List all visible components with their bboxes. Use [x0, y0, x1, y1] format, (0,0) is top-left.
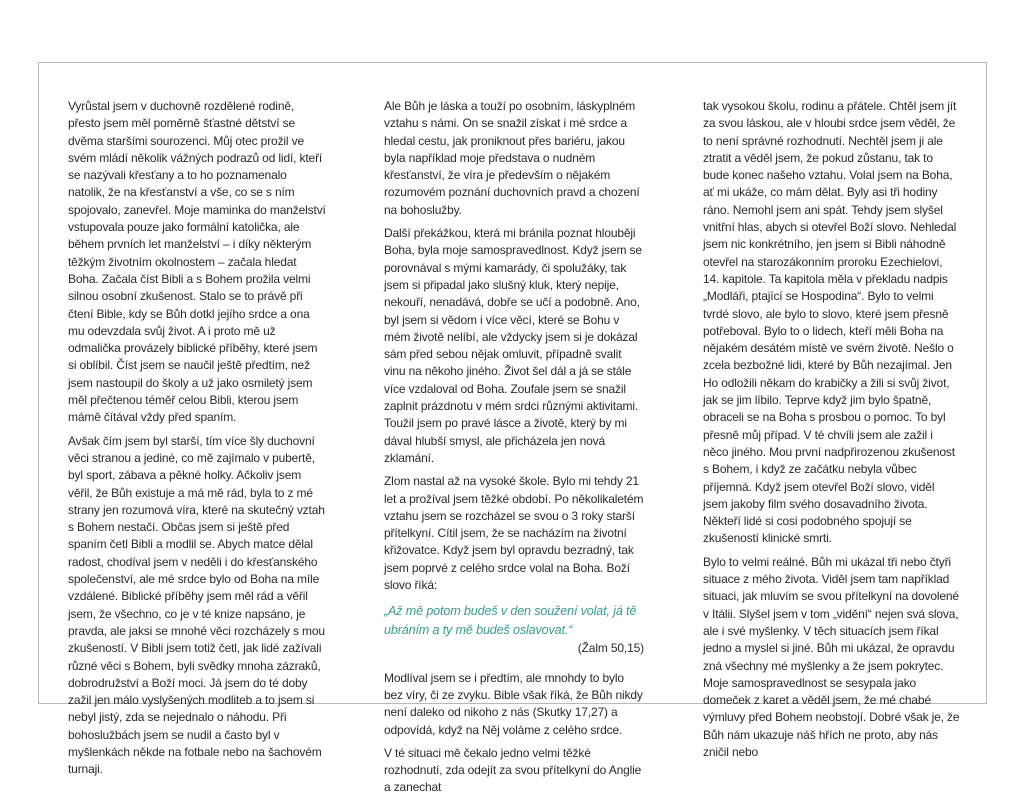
paragraph: Další překážkou, která mi bránila poznat hlouběji Boha, byla moje samospravedlnost. Když jsem se porovnával s mými kamarády, či spolužáky, tak jsem si připadal jako slušný kluk, který nepije, nekouří, nenadává, dobře se učí a podobně. Ano, byl jsem si vědom i více věcí, které se Bohu v mém životě nelíbí, ale vždycky jsem si je dokázal sám před sebou nějak omluvit, případně svalit vinu na někoho jiného. Život šel dál a já se stále více vzdaloval od Boha. Zoufale jsem se snažil zaplnit prázdnotu v mém srdci různými aktivitami. Toužil jsem po pravé lásce a životě, který by mi dával hlubší smysl, ale přicházela jen nová zklamání. [384, 226, 642, 465]
paragraph: Bylo to velmi reálné. Bůh mi ukázal tři nebo čtyři situace z mého života. Viděl jsem tam například situaci, jak mluvím se svou přítelkyní na dovolené v Itálii. Slyšel jsem v tom „vidění“ nejen svá slova, ale i své myšlenky. V těch situacích jsem říkal jedno a myslel si jiné. Bůh mi ukázal, že opravdu zná všechny mé myšlenky a že jsem pokrytec. Moje samospravedlnost se sesypala jako domeček z karet a věděl jsem, že mé chabé výmluvy před Bohem neobstojí. Dobré však je, že Bůh nám ukazuje náš hřích ne proto, aby nás zničil nebo [703, 554, 960, 759]
paragraph: Avšak čím jsem byl starší, tím více šly duchovní věci stranou a jediné, co mě zajímalo v pubertě, byl sport, zábava a pěkné holky. Ačkoliv jsem věřil, že Bůh existuje a má mě rád, byla to z mé strany jen rozumová víra, které na skutečný vztah s Bohem nestačí. Občas jsem si ještě před spaním četl Bibli a modlil se. Abych matce dělal radost, chodíval jsem v neděli i do křesťanského společenství, ale mé srdce bylo od Boha na míle vzdálené. Biblické příběhy jsem měl rád a věřil jsem, že všechno, co je v té knize napsáno, je pravda, ale jaksi se mnohé věci rozcházely s mou zkušeností. V Bibli jsem totiž četl, jak lidé zažívali různé věci s Bohem, byli svědky mnoha zázraků, dobrodružství a Boží moci. Já jsem do té doby zažil jen málo vyslyšených modliteb a to jsem si nebyl jistý, zda se nejednalo o náhodu. Při bohoslužbách jsem se nudil a často byl v myšlenkách někde na fotbale nebo na šachovém turnaji. [68, 433, 325, 777]
paragraph: V té situaci mě čekalo jedno velmi těžké rozhodnutí, zda odejít za svou přítelkyní do Anglie a zanechat [384, 745, 642, 795]
text-column-right [703, 98, 961, 767]
paragraph: Modlíval jsem se i předtím, ale mnohdy to bylo bez víry, či ze zvyku. Bible však říká, že Bůh nikdy není daleko od nikoho z nás (Skutky 17,27) a odpovídá, když na Něj voláme z celého srdce. [384, 670, 643, 737]
text-column-middle [384, 98, 644, 803]
paragraph: Ale Bůh je láska a touží po osobním, láskyplném vztahu s námi. On se snažil získat i mé srdce a hledal cestu, jak proniknout přes bariéru, jakou byla například moje představa o nudném křesťanství, že víra je především o nějakém rozumovém poznání duchovních pravd a chození na bohoslužby. [384, 99, 640, 217]
paragraph: Zlom nastal až na vysoké škole. Bylo mi tehdy 21 let a prožíval jsem těžké období. Po několikaletém vztahu jsem se rozcházel se svou o 3 roky starší přítelkyní. Cítil jsem, že se nacházím na životní křižovatce. Když jsem byl opravdu bezradný, tak jsem poprvé z celého srdce volal na Boha. Boží slovo říká: [384, 474, 644, 593]
text-column-left [68, 98, 326, 785]
quote-reference: (Žalm 50,15) [577, 641, 644, 656]
paragraph: tak vysokou školu, rodinu a přátele. Chtěl jsem jít za svou láskou, ale v hloubi srdce jsem věděl, že to není správné rozhodnutí. Nechtěl jsem ji ale ztratit a věděl jsem, že pokud zůstanu, tak to bude konec našeho vztahu. Volal jsem na Boha, ať mi ukáže, co mám dělat. Byly asi tři hodiny ráno. Nemohl jsem ani spát. Tehdy jsem slyšel vnitřní hlas, abych si otevřel Boží slovo. Nehledal jsem nic konkrétního, jen jsem si Bibli náhodně otevřel na starozákonním proroku Ezechielovi, 14. kapitole. Ta kapitola měla v překladu nadpis „Modláři, ptající se Hospodina“. Bylo to velmi tvrdé slovo, ale bylo to slovo, které jsem přesně potřeboval. Bylo to o lidech, kteří měli Boha na nějakém desátém místě ve svém životě. Nešlo o zcela bezbožné lidi, které by Bůh nezajímal. Jen Ho odložili někam do krabičky a žili si svůj život, jak se jim líbilo. Teprve když jim bylo špatně, obraceli se na Boha s prosbou o pomoc. To byl přesně můj případ. V té chvíli jsem ale zažil i něco jiného. Mou první nadpřirozenou zkušenost s Bohem, i když ze začátku nebyla vůbec příjemná. Když jsem otevřel Boží slovo, viděl jsem jakoby film svého dosavadního života. Někteří lidé si cosi podobného spojují se zkušeností klinické smrti. [703, 99, 957, 546]
paragraph: Vyrůstal jsem v duchovně rozdělené rodině, přesto jsem měl poměrně šťastné dětství se dvěma staršími sourozenci. Můj otec prožil ve svém mládí několik vážných podrazů od lidí, kteří se nazývali křesťany a to ho poznamenalo natolik, že na křesťanství a vše, co se s ním spojovalo, zanevřel. Moje maminka do manželství vstupovala pouze jako formální katolička, ale během prvních let manželství – i díky některým těžkým životním okolnostem – začala hledat Boha. Začala číst Bibli a s Bohem prožila velmi silnou osobní zkušenost. Stalo se to právě při čtení Bible, kdy se Bůh dotkl jejího srdce a ona mu odevzdala svůj život. A i proto mě už odmalička provázely biblické příběhy, které jsem si oblíbil. Číst jsem se naučil ještě předtím, než jsem nastoupil do školy a už jako osmiletý jsem měl přečtenou téměř celou Bibli, kterou jsem mámě čítával vždy před spaním. [68, 99, 326, 425]
bible-quote: „Až mě potom budeš v den soužení volat, já tě ubráním a ty mě budeš oslavovat.“ [384, 604, 637, 638]
